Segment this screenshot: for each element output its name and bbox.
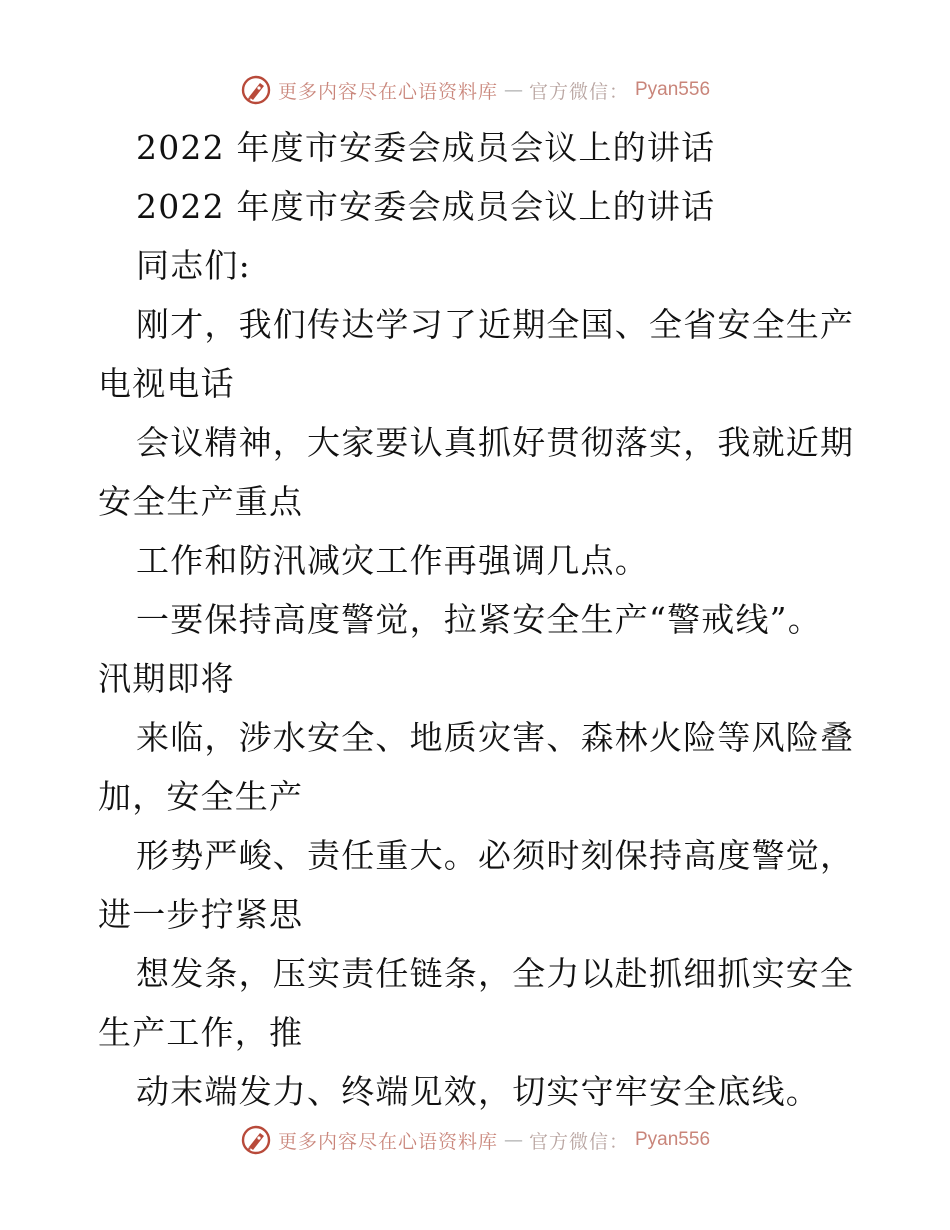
text-line: 来临，涉水安全、地质灾害、森林火险等风险叠 [136, 718, 855, 757]
watermark-header [0, 70, 950, 110]
text-line: 想发条，压实责任链条，全力以赴抓细抓实安全 [136, 954, 855, 993]
watermark-account-label: 官方微信： [528, 1130, 629, 1153]
watermark-account-id: Pyan556 [635, 79, 711, 100]
text-line: 生产工作，推 [98, 1013, 304, 1052]
watermark-site-text: 更多内容尽在心语资料库 [277, 1130, 498, 1153]
watermark-site-text: 更多内容尽在心语资料库 [277, 80, 498, 103]
watermark-account-label: 官方微信： [528, 80, 629, 103]
text-line: 刚才，我们传达学习了近期全国、全省安全生产 [136, 305, 855, 344]
text-line: 电视电话 [98, 364, 235, 403]
pen-nib-circle-icon [240, 74, 272, 106]
watermark-separator: — [503, 1129, 523, 1151]
text-line: 进一步拧紧思 [98, 895, 304, 934]
text-line: 安全生产重点 [98, 482, 304, 521]
salutation: 同志们: [136, 246, 251, 285]
watermark-group [240, 1124, 710, 1156]
document-title-repeat: 2022 年度市安委会成员会议上的讲话 [136, 187, 716, 226]
text-line: 动末端发力、终端见效，切实守牢安全底线。 [136, 1072, 820, 1111]
watermark-account-id: Pyan556 [635, 1129, 711, 1150]
text-line: 加，安全生产 [98, 777, 304, 816]
document-title: 2022 年度市安委会成员会议上的讲话 [136, 128, 716, 167]
text-line: 形势严峻、责任重大。必须时刻保持高度警觉， [136, 836, 855, 875]
text-line: 会议精神，大家要认真抓好贯彻落实，我就近期 [136, 423, 855, 462]
watermark-separator: — [503, 79, 523, 101]
document-body [98, 118, 858, 1121]
pen-nib-circle-icon [240, 1124, 272, 1156]
text-line: 汛期即将 [98, 659, 235, 698]
text-line: 工作和防汛减灾工作再强调几点。 [136, 541, 649, 580]
text-line: 一要保持高度警觉，拉紧安全生产“警戒线”。 [136, 600, 822, 639]
watermark-group [240, 74, 710, 106]
watermark-footer [0, 1120, 950, 1160]
